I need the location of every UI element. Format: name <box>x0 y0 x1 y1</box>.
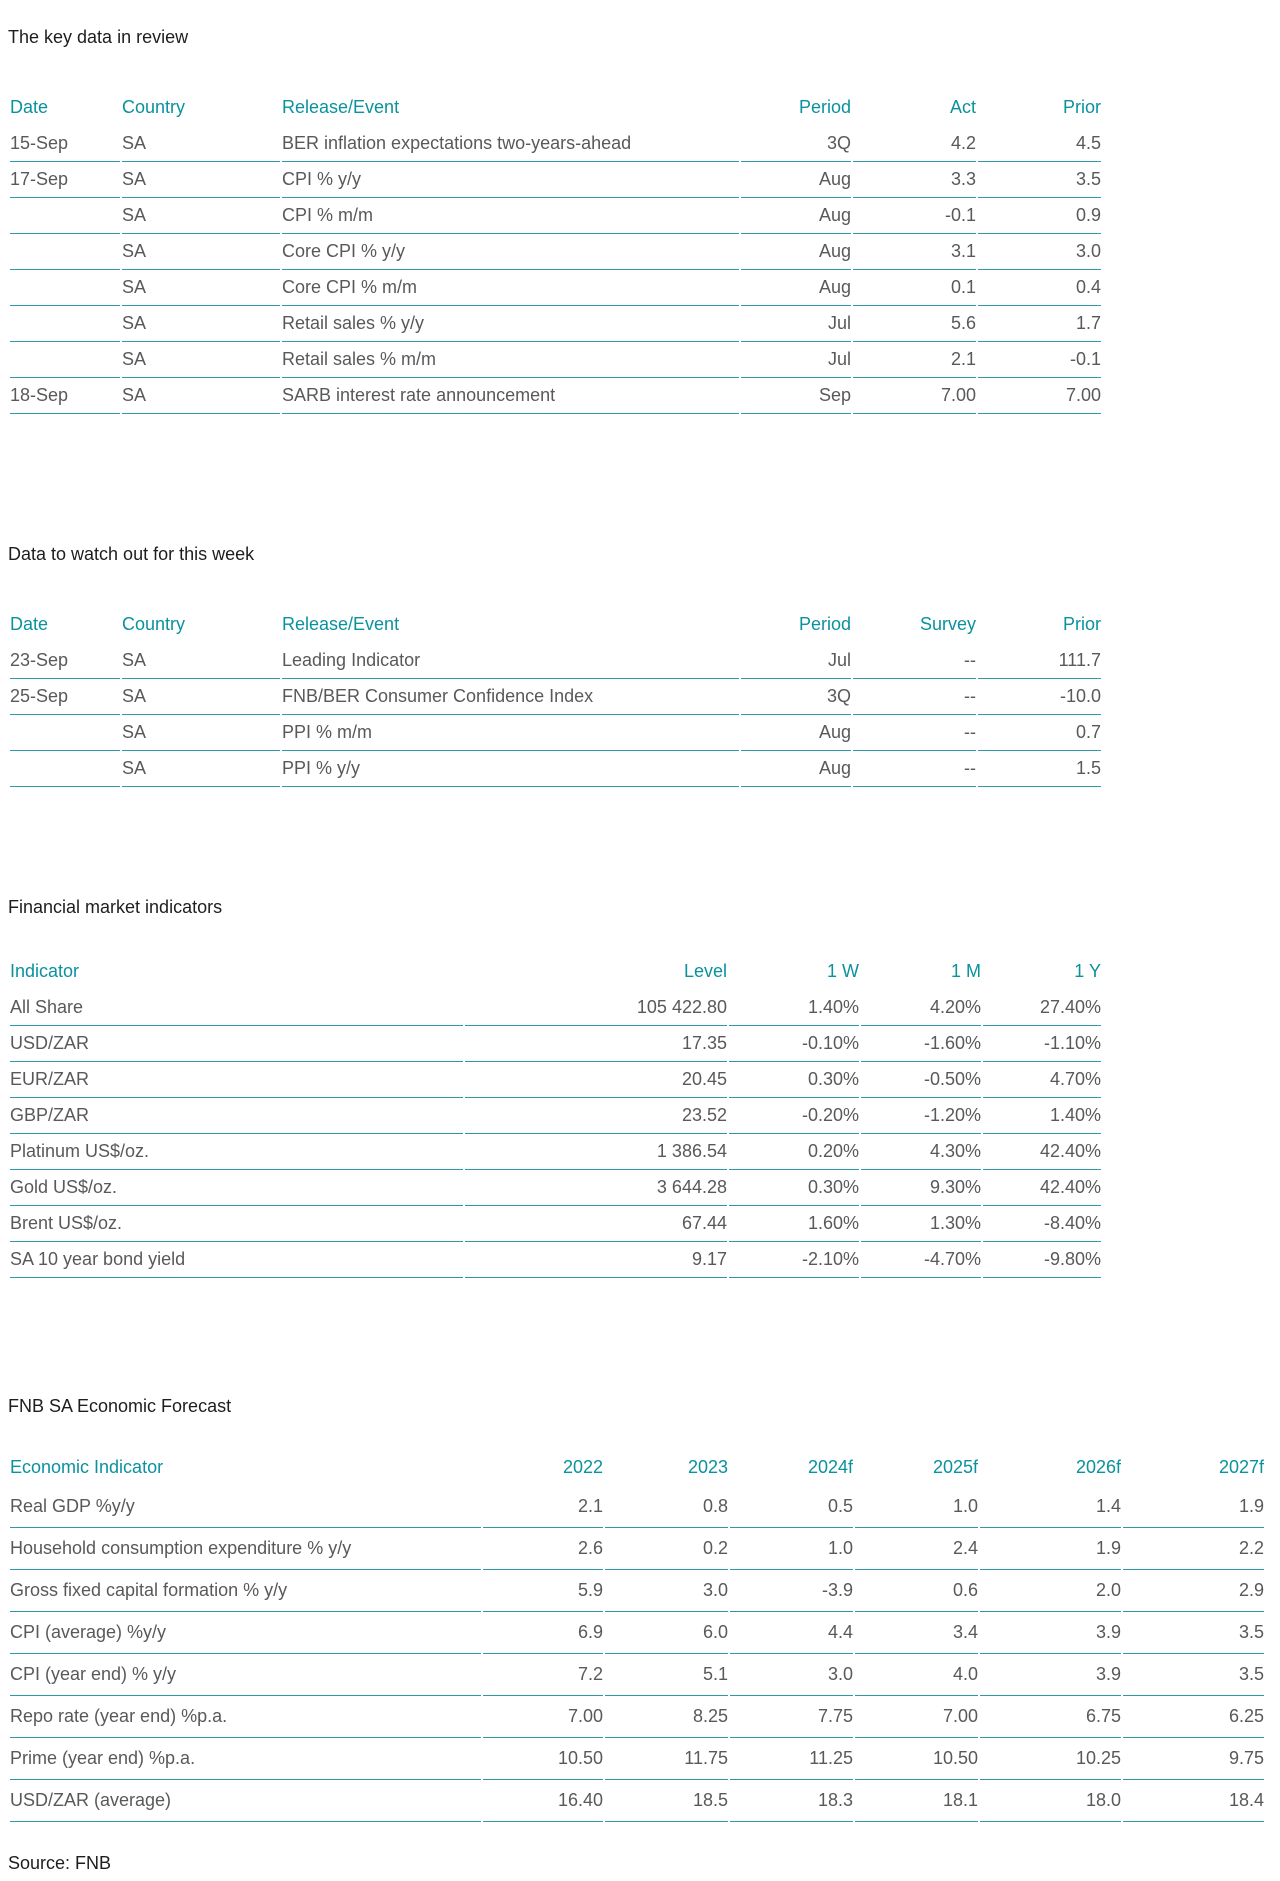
table-cell: CPI (average) %y/y <box>10 1612 481 1654</box>
table-row <box>10 378 1101 414</box>
table-cell: 10.50 <box>483 1738 603 1780</box>
table-cell: 18.0 <box>980 1780 1121 1822</box>
table-cell: 8.25 <box>605 1696 728 1738</box>
table-row <box>10 643 1101 679</box>
table-cell: Leading Indicator <box>282 643 739 679</box>
table-row <box>10 306 1101 342</box>
table-cell: 42.40% <box>983 1134 1101 1170</box>
table-cell: Household consumption expenditure % y/y <box>10 1528 481 1570</box>
table-cell: 3.5 <box>978 162 1101 198</box>
table-cell: Jul <box>741 342 851 378</box>
table-cell: SARB interest rate announcement <box>282 378 739 414</box>
table-cell: Core CPI % y/y <box>282 234 739 270</box>
table-cell <box>10 306 120 342</box>
column-header: 1 Y <box>1074 960 1101 981</box>
table-cell: 1.9 <box>1123 1486 1264 1528</box>
table-cell: Core CPI % m/m <box>282 270 739 306</box>
table-cell: 11.25 <box>730 1738 853 1780</box>
section-title-economic-forecast: FNB SA Economic Forecast <box>8 1396 232 1416</box>
table-cell <box>10 751 120 787</box>
table-header-row <box>10 605 1101 643</box>
table-cell: 0.30% <box>729 1062 859 1098</box>
data-to-watch-table <box>8 605 1103 787</box>
table-cell: 2.9 <box>1123 1570 1264 1612</box>
table-cell: PPI % m/m <box>282 715 739 751</box>
column-header: 2027f <box>1218 1456 1264 1477</box>
table-cell: Brent US$/oz. <box>10 1206 463 1242</box>
table-cell: 1.5 <box>978 751 1101 787</box>
table-cell: 2.0 <box>980 1570 1121 1612</box>
table-cell: USD/ZAR (average) <box>10 1780 481 1822</box>
table-row <box>10 234 1101 270</box>
table-header-row <box>10 88 1101 126</box>
table-row <box>10 679 1101 715</box>
table-cell: 15-Sep <box>10 126 120 162</box>
column-header: Date <box>10 96 49 117</box>
table-cell: 4.70% <box>983 1062 1101 1098</box>
table-cell: PPI % y/y <box>282 751 739 787</box>
table-cell: 0.1 <box>853 270 976 306</box>
table-cell: 5.9 <box>483 1570 603 1612</box>
table-cell: 105 422.80 <box>465 990 727 1026</box>
table-cell: 1.0 <box>855 1486 978 1528</box>
column-header: 2022 <box>562 1456 603 1477</box>
table-cell: 9.30% <box>861 1170 981 1206</box>
table-cell: Retail sales % m/m <box>282 342 739 378</box>
table-cell: 3.4 <box>855 1612 978 1654</box>
table-cell: 3.3 <box>853 162 976 198</box>
table-cell: 111.7 <box>978 643 1101 679</box>
column-header: Period <box>798 613 851 634</box>
table-cell: 10.50 <box>855 1738 978 1780</box>
table-cell: -- <box>853 679 976 715</box>
table-cell: -0.1 <box>978 342 1101 378</box>
table-cell: -8.40% <box>983 1206 1101 1242</box>
table-cell: -- <box>853 643 976 679</box>
table-cell: 23.52 <box>465 1098 727 1134</box>
table-cell: Aug <box>741 270 851 306</box>
table-row <box>10 1206 1101 1242</box>
table-cell: -1.20% <box>861 1098 981 1134</box>
table-cell: 3.1 <box>853 234 976 270</box>
column-header: Prior <box>1062 96 1101 117</box>
table-cell: SA <box>122 198 280 234</box>
table-cell: -9.80% <box>983 1242 1101 1278</box>
column-header: Period <box>798 96 851 117</box>
column-header: 2024f <box>807 1456 853 1477</box>
column-header: 2025f <box>932 1456 978 1477</box>
column-header: Indicator <box>10 960 80 981</box>
table-row <box>10 1242 1101 1278</box>
table-cell: Retail sales % y/y <box>282 306 739 342</box>
table-cell: 18-Sep <box>10 378 120 414</box>
table-cell: FNB/BER Consumer Confidence Index <box>282 679 739 715</box>
column-header: Act <box>949 96 976 117</box>
table-cell: 3.0 <box>730 1654 853 1696</box>
table-cell: 4.30% <box>861 1134 981 1170</box>
table-cell: 3.9 <box>980 1654 1121 1696</box>
table-cell: 18.1 <box>855 1780 978 1822</box>
table-cell: Repo rate (year end) %p.a. <box>10 1696 481 1738</box>
table-cell: -4.70% <box>861 1242 981 1278</box>
table-cell: CPI (year end) % y/y <box>10 1654 481 1696</box>
table-cell: GBP/ZAR <box>10 1098 463 1134</box>
column-header: Country <box>122 96 186 117</box>
table-cell: 0.5 <box>730 1486 853 1528</box>
table-cell: 7.00 <box>978 378 1101 414</box>
table-cell: 0.8 <box>605 1486 728 1528</box>
table-cell: -0.50% <box>861 1062 981 1098</box>
table-cell <box>10 234 120 270</box>
table-cell: 6.9 <box>483 1612 603 1654</box>
table-cell: 25-Sep <box>10 679 120 715</box>
table-row <box>10 1528 1264 1570</box>
table-cell: -1.60% <box>861 1026 981 1062</box>
table-cell: Gross fixed capital formation % y/y <box>10 1570 481 1612</box>
table-cell: SA <box>122 162 280 198</box>
column-header: Release/Event <box>282 96 400 117</box>
table-cell: 1.9 <box>980 1528 1121 1570</box>
column-header: Survey <box>919 613 976 634</box>
table-row <box>10 1062 1101 1098</box>
table-cell: SA <box>122 342 280 378</box>
table-cell: 4.5 <box>978 126 1101 162</box>
table-row <box>10 990 1101 1026</box>
table-cell: 2.2 <box>1123 1528 1264 1570</box>
column-header: 2026f <box>1075 1456 1121 1477</box>
source-note: Source: FNB <box>8 1853 112 1873</box>
table-cell: 3.0 <box>605 1570 728 1612</box>
table-cell: Sep <box>741 378 851 414</box>
table-cell: 6.25 <box>1123 1696 1264 1738</box>
table-cell: 5.6 <box>853 306 976 342</box>
table-cell: 4.4 <box>730 1612 853 1654</box>
column-header: Level <box>683 960 727 981</box>
table-cell: -0.1 <box>853 198 976 234</box>
table-row <box>10 1570 1264 1612</box>
table-row <box>10 1026 1101 1062</box>
table-cell: CPI % y/y <box>282 162 739 198</box>
column-header: Prior <box>1062 613 1101 634</box>
table-cell: 20.45 <box>465 1062 727 1098</box>
table-cell: 5.1 <box>605 1654 728 1696</box>
table-cell: SA <box>122 378 280 414</box>
table-cell: 17.35 <box>465 1026 727 1062</box>
table-cell: 1.40% <box>983 1098 1101 1134</box>
table-cell: 2.4 <box>855 1528 978 1570</box>
table-cell: 0.6 <box>855 1570 978 1612</box>
table-cell: SA <box>122 234 280 270</box>
table-cell: -0.20% <box>729 1098 859 1134</box>
table-cell: -3.9 <box>730 1570 853 1612</box>
table-cell: 3Q <box>741 679 851 715</box>
table-cell: 67.44 <box>465 1206 727 1242</box>
table-cell: 7.75 <box>730 1696 853 1738</box>
table-cell <box>10 198 120 234</box>
column-header: 2023 <box>687 1456 728 1477</box>
table-row <box>10 715 1101 751</box>
table-cell: 0.7 <box>978 715 1101 751</box>
table-cell: 16.40 <box>483 1780 603 1822</box>
table-cell <box>10 270 120 306</box>
table-cell: Aug <box>741 751 851 787</box>
table-cell: 1.60% <box>729 1206 859 1242</box>
financial-market-indicators-table <box>8 952 1103 1278</box>
table-cell: 0.4 <box>978 270 1101 306</box>
table-cell: Jul <box>741 643 851 679</box>
table-cell: Aug <box>741 198 851 234</box>
table-cell: Aug <box>741 715 851 751</box>
column-header: Economic Indicator <box>10 1456 164 1477</box>
table-row <box>10 1170 1101 1206</box>
table-row <box>10 1696 1264 1738</box>
column-header: Date <box>10 613 49 634</box>
table-cell: Platinum US$/oz. <box>10 1134 463 1170</box>
table-cell: 3Q <box>741 126 851 162</box>
table-cell <box>10 342 120 378</box>
table-cell: -- <box>853 751 976 787</box>
table-cell: SA <box>122 270 280 306</box>
table-cell: 4.20% <box>861 990 981 1026</box>
table-cell: 18.3 <box>730 1780 853 1822</box>
table-row <box>10 1738 1264 1780</box>
table-row <box>10 1134 1101 1170</box>
section-title-financial-market-indicators: Financial market indicators <box>8 897 223 917</box>
table-cell: 0.2 <box>605 1528 728 1570</box>
table-cell: 1.4 <box>980 1486 1121 1528</box>
table-cell: 9.75 <box>1123 1738 1264 1780</box>
table-cell: 9.17 <box>465 1242 727 1278</box>
table-cell: 27.40% <box>983 990 1101 1026</box>
table-cell: 1.30% <box>861 1206 981 1242</box>
key-data-review-table <box>8 88 1103 414</box>
table-cell: 3 644.28 <box>465 1170 727 1206</box>
table-cell: 7.00 <box>855 1696 978 1738</box>
table-cell: 1.40% <box>729 990 859 1026</box>
table-cell: USD/ZAR <box>10 1026 463 1062</box>
table-row <box>10 1486 1264 1528</box>
table-row <box>10 270 1101 306</box>
table-cell: 11.75 <box>605 1738 728 1780</box>
table-row <box>10 751 1101 787</box>
table-cell: Real GDP %y/y <box>10 1486 481 1528</box>
table-cell: Aug <box>741 162 851 198</box>
table-cell: SA <box>122 751 280 787</box>
table-row <box>10 126 1101 162</box>
table-cell: -10.0 <box>978 679 1101 715</box>
column-header: 1 W <box>826 960 859 981</box>
table-cell: Jul <box>741 306 851 342</box>
table-row <box>10 342 1101 378</box>
table-cell: 7.2 <box>483 1654 603 1696</box>
column-header: Country <box>122 613 186 634</box>
table-cell: 1 386.54 <box>465 1134 727 1170</box>
economic-forecast-table <box>8 1448 1266 1822</box>
table-cell: 23-Sep <box>10 643 120 679</box>
table-cell: 4.0 <box>855 1654 978 1696</box>
table-cell: Prime (year end) %p.a. <box>10 1738 481 1780</box>
table-row <box>10 162 1101 198</box>
section-title-data-to-watch: Data to watch out for this week <box>8 544 255 564</box>
table-row <box>10 1098 1101 1134</box>
table-cell: CPI % m/m <box>282 198 739 234</box>
table-cell: EUR/ZAR <box>10 1062 463 1098</box>
table-cell: -1.10% <box>983 1026 1101 1062</box>
table-cell: 42.40% <box>983 1170 1101 1206</box>
table-cell: 3.0 <box>978 234 1101 270</box>
table-cell: 4.2 <box>853 126 976 162</box>
table-cell: 3.5 <box>1123 1612 1264 1654</box>
table-row <box>10 1654 1264 1696</box>
table-cell: 3.9 <box>980 1612 1121 1654</box>
table-row <box>10 198 1101 234</box>
table-cell: SA <box>122 643 280 679</box>
table-cell: 7.00 <box>853 378 976 414</box>
section-title-key-data-review: The key data in review <box>8 27 189 47</box>
column-header: 1 M <box>950 960 981 981</box>
table-cell: 10.25 <box>980 1738 1121 1780</box>
table-cell: -2.10% <box>729 1242 859 1278</box>
table-cell: 2.1 <box>853 342 976 378</box>
table-cell: -0.10% <box>729 1026 859 1062</box>
table-cell: Aug <box>741 234 851 270</box>
table-cell: SA 10 year bond yield <box>10 1242 463 1278</box>
table-cell: 6.0 <box>605 1612 728 1654</box>
table-cell: 0.9 <box>978 198 1101 234</box>
table-cell: 18.5 <box>605 1780 728 1822</box>
table-header-row <box>10 1448 1264 1486</box>
table-cell: 17-Sep <box>10 162 120 198</box>
table-cell: SA <box>122 715 280 751</box>
table-cell: 2.6 <box>483 1528 603 1570</box>
table-cell: SA <box>122 306 280 342</box>
table-header-row <box>10 952 1101 990</box>
table-cell: Gold US$/oz. <box>10 1170 463 1206</box>
table-cell: All Share <box>10 990 463 1026</box>
table-cell: -- <box>853 715 976 751</box>
table-cell: 18.4 <box>1123 1780 1264 1822</box>
table-cell <box>10 715 120 751</box>
table-cell: SA <box>122 679 280 715</box>
table-cell: 3.5 <box>1123 1654 1264 1696</box>
table-cell: 1.7 <box>978 306 1101 342</box>
table-cell: 7.00 <box>483 1696 603 1738</box>
table-cell: 6.75 <box>980 1696 1121 1738</box>
table-row <box>10 1780 1264 1822</box>
table-row <box>10 1612 1264 1654</box>
table-cell: 0.30% <box>729 1170 859 1206</box>
table-cell: 1.0 <box>730 1528 853 1570</box>
column-header: Release/Event <box>282 613 400 634</box>
table-cell: 2.1 <box>483 1486 603 1528</box>
table-cell: 0.20% <box>729 1134 859 1170</box>
table-cell: BER inflation expectations two-years-ahead <box>282 126 739 162</box>
table-cell: SA <box>122 126 280 162</box>
